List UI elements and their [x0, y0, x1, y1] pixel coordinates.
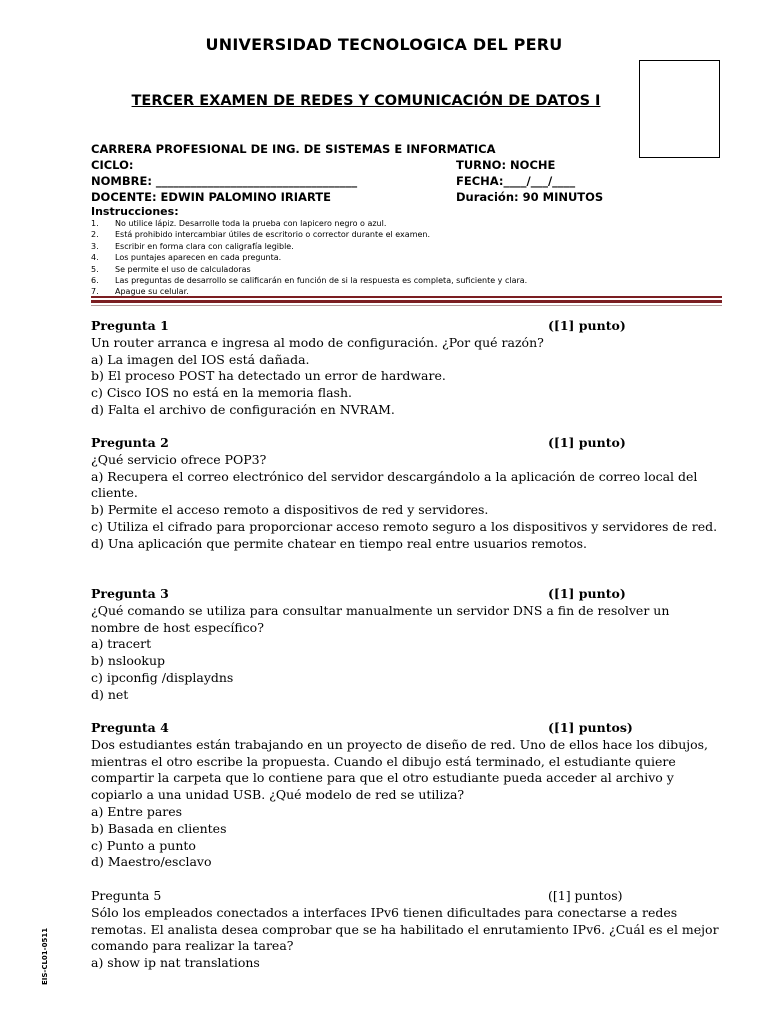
question-points: ([1] puntos): [548, 888, 623, 903]
instruction-text: Está prohibido intercambiar útiles de escritorio o corrector durante el examen.: [115, 230, 431, 240]
answer-option: d) Falta el archivo de configuración en NVRAM.: [91, 401, 395, 417]
answer-option: b) El proceso POST ha detectado un error de hardware.: [91, 368, 446, 384]
question-points: ([1] punto): [548, 435, 626, 450]
question-title: Pregunta 1: [91, 318, 169, 333]
instruction-text: Se permite el uso de calculadoras: [115, 264, 251, 274]
answer-option: b) nslookup: [91, 653, 165, 669]
answer-option: a) show ip nat translations: [91, 955, 260, 971]
question-3: [91, 586, 721, 704]
document-code: EIS-CL01-0511: [41, 927, 49, 985]
question-5: [91, 888, 721, 972]
question-title: Pregunta 5: [91, 888, 162, 903]
answer-option: d) Una aplicación que permite chatear en tiempo real entre usuarios remotos.: [91, 535, 588, 551]
photo-box: [639, 60, 720, 158]
instruction-number: 6.: [91, 275, 99, 285]
question-header: [91, 888, 721, 905]
question-title: Pregunta 3: [91, 586, 169, 601]
answer-option: b) Permite el acceso remoto a dispositivos de red y servidores.: [91, 502, 489, 518]
question-points: ([1] punto): [548, 586, 626, 601]
answer-option: a) La imagen del IOS está dañada.: [91, 351, 310, 367]
question-header: [91, 586, 721, 603]
question-4: [91, 720, 721, 871]
instruction-number: 1.: [91, 219, 99, 228]
exam-title: TERCER EXAMEN DE REDES Y COMUNICACIÓN DE DATOS I: [131, 93, 601, 109]
fecha-label: FECHA:____/___/____: [456, 174, 576, 188]
instruction-number: 7.: [91, 287, 99, 297]
instruction-number: 3.: [91, 241, 99, 251]
answer-option: a) Entre pares: [91, 803, 183, 819]
instruction-item: [91, 264, 527, 275]
question-text: ¿Qué servicio ofrece POP3?: [91, 451, 267, 467]
duracion-label: Duración: 90 MINUTOS: [456, 190, 604, 204]
answer-option: c) ipconfig /displaydns: [91, 669, 234, 685]
question-text: ¿Qué comando se utiliza para consultar manualmente un servidor DNS a fin de resolver un nombre de host específico?: [91, 602, 670, 635]
question-text: Un router arranca e ingresa al modo de configuración. ¿Por qué razón?: [91, 334, 544, 350]
instruction-number: 4.: [91, 253, 99, 263]
question-header: [91, 318, 721, 335]
university-name: UNIVERSIDAD TECNOLOGICA DEL PERU: [205, 35, 563, 54]
docente-label: DOCENTE: EDWIN PALOMINO IRIARTE: [91, 190, 331, 204]
instruction-text: No utilice lápiz. Desarrolle toda la prueba con lapicero negro o azul.: [115, 219, 387, 228]
answer-option: c) Cisco IOS no está en la memoria flash.: [91, 385, 352, 401]
answer-option: d) Maestro/esclavo: [91, 854, 212, 870]
instruction-text: Los puntajes aparecen en cada pregunta.: [115, 253, 282, 263]
instruction-item: [91, 229, 527, 240]
instruction-number: 5.: [91, 264, 99, 274]
answer-option: a) Recupera el correo electrónico del servidor descargándolo a la aplicación de correo local del cliente.: [91, 468, 698, 501]
question-header: [91, 435, 721, 452]
turno-label: TURNO: NOCHE: [456, 158, 556, 172]
instructions-list: [91, 218, 527, 298]
career-label: CARRERA PROFESIONAL DE ING. DE SISTEMAS E INFORMATICA: [91, 142, 496, 156]
ciclo-label: CICLO:: [91, 158, 134, 172]
question-points: ([1] puntos): [548, 720, 633, 735]
question-title: Pregunta 2: [91, 435, 169, 450]
question-2: [91, 435, 721, 553]
header-divider: [91, 300, 722, 303]
answer-option: c) Punto a punto: [91, 837, 196, 853]
instruction-item: [91, 252, 527, 263]
question-title: Pregunta 4: [91, 720, 169, 735]
question-text: Sólo los empleados conectados a interfaces IPv6 tienen dificultades para conectarse a redes remotas. El analista desea comprobar que se ha habilitado el enrutamiento IPv6. ¿Cuál es el mejor comando para realizar la tarea?: [91, 904, 719, 954]
question-1: [91, 318, 721, 419]
instruction-item: [91, 218, 527, 229]
answer-option: a) tracert: [91, 636, 152, 652]
header-divider: [91, 305, 722, 306]
question-text: Dos estudiantes están trabajando en un proyecto de diseño de red. Uno de ellos hace los dibujos, mientras el otro escribe la propuesta. Cuando el dibujo está terminado, el estudiante quiere compartir la carpeta que lo contiene para que el otro estudiante pueda acceder al archivo y copiarlo a una unidad USB. ¿Qué modelo de red se utiliza?: [91, 736, 709, 803]
nombre-label: NOMBRE: ___________________________________: [91, 174, 358, 188]
answer-option: c) Utiliza el cifrado para proporcionar acceso remoto seguro a los dispositivos y servidores de red.: [91, 518, 718, 534]
answer-option: d) net: [91, 686, 129, 702]
instructions-title: Instrucciones:: [91, 205, 179, 218]
instruction-text: Las preguntas de desarrollo se calificarán en función de si la respuesta es completa, suficiente y clara.: [115, 275, 528, 285]
question-points: ([1] punto): [548, 318, 626, 333]
instruction-item: [91, 241, 527, 252]
answer-option: b) Basada en clientes: [91, 820, 227, 836]
instruction-number: 2.: [91, 230, 99, 240]
instruction-item: [91, 275, 527, 286]
question-header: [91, 720, 721, 737]
header-divider: [91, 296, 722, 298]
instruction-text: Escribir en forma clara con caligrafía legible.: [115, 241, 294, 251]
instruction-text: Apague su celular.: [115, 287, 189, 297]
